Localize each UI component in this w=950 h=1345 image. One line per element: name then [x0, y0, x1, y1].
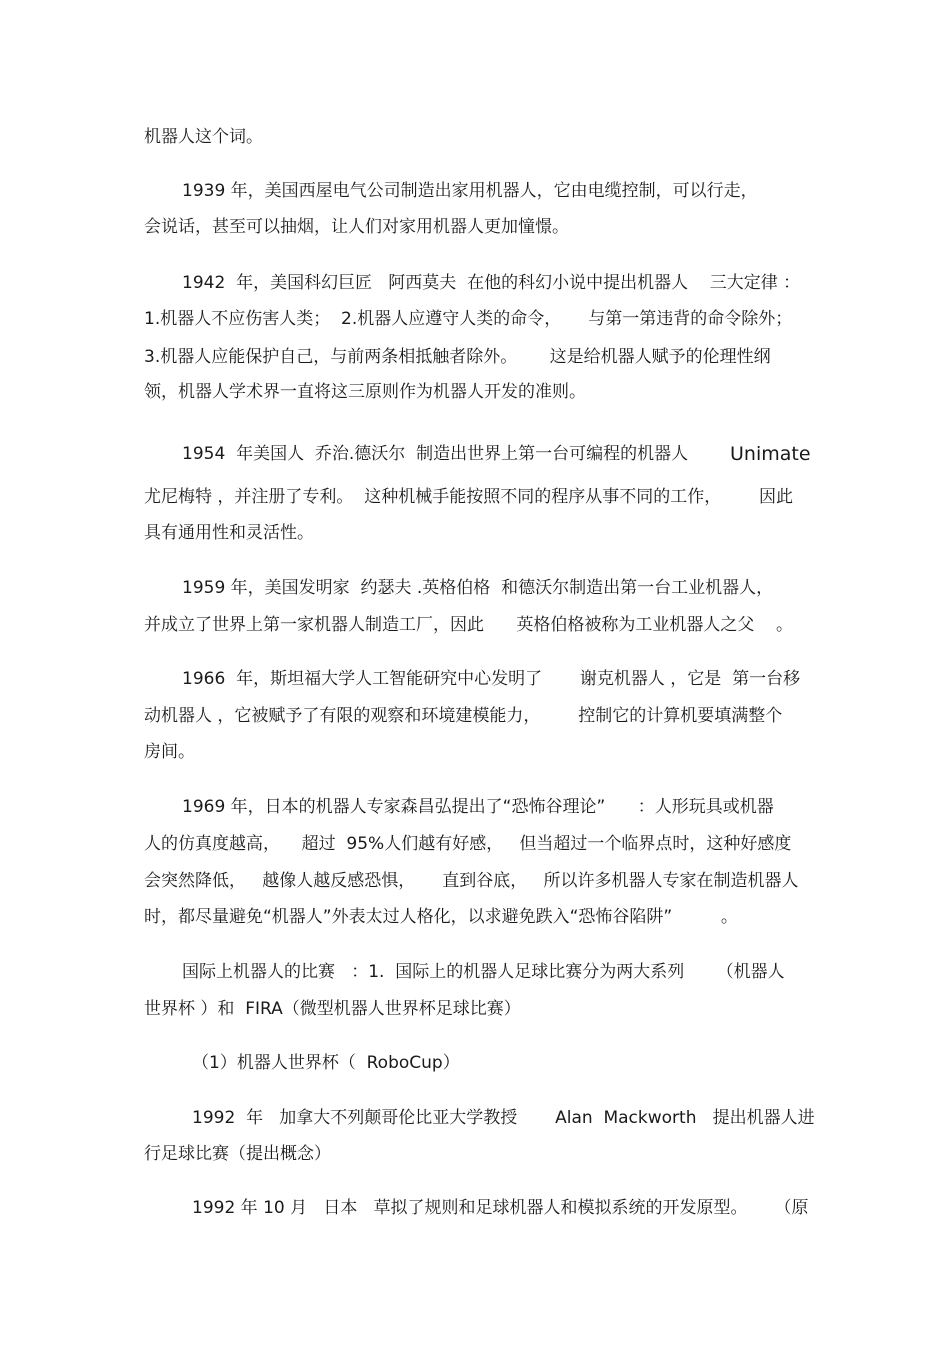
text-line: （1）机器人世界杯（ RoboCup） — [192, 1053, 460, 1073]
text-line: 时，都尽量避免“机器人”外表太过人格化，以求避免跌入“恐怖谷陷阱” 。 — [144, 907, 738, 927]
text-line: 领，机器人学术界一直将这三原则作为机器人开发的准则。 — [144, 382, 586, 402]
text-line: 动机器人 ，它被赋予了有限的观察和环境建模能力， 控制它的计算机要填满整个 — [144, 706, 783, 726]
text-line: 人的仿真度越高， 超过 95%人们越有好感， 但当超过一个临界点时，这种好感度 — [144, 834, 792, 854]
text-line: 1939 年，美国西屋电气公司制造出家用机器人，它由电缆控制，可以行走， — [182, 181, 758, 201]
text-line: 国际上机器人的比赛 ：1. 国际上的机器人足球比赛分为两大系列 （机器人 — [182, 962, 785, 982]
text-line: 会突然降低， 越像人越反感恐惧， 直到谷底， 所以许多机器人专家在制造机器人 — [144, 871, 799, 891]
text-line: 行足球比赛（提出概念） — [144, 1144, 331, 1164]
text-line: 房间。 — [144, 742, 195, 762]
text-line: 机器人这个词。 — [144, 127, 263, 147]
text-line: 世界杯 ）和 FIRA（微型机器人世界杯足球比赛） — [144, 999, 521, 1019]
text-line: 具有通用性和灵活性。 — [144, 523, 314, 543]
text-line: 1942 年，美国科幻巨匠 阿西莫夫 在他的科幻小说中提出机器人 三大定律 ： — [182, 273, 801, 293]
text-line: 尤尼梅特 ，并注册了专利。 这种机械手能按照不同的程序从事不同的工作， 因此 — [144, 487, 794, 507]
text-line: 1959 年，美国发明家 约瑟夫 .英格伯格 和德沃尔制造出第一台工业机器人， — [182, 578, 774, 598]
text-line-unimate: Unimate — [730, 443, 811, 465]
text-line: 3.机器人应能保护自己，与前两条相抵触者除外。 这是给机器人赋予的伦理性纲 — [144, 347, 771, 367]
text-line: 1966 年，斯坦福大学人工智能研究中心发明了 谢克机器人 ，它是 第一台移 — [182, 669, 801, 689]
text-line: 1992 年 10 月 日本 草拟了规则和足球机器人和模拟系统的开发原型。 （原 — [192, 1198, 809, 1218]
text-line: 1954 年美国人 乔治.德沃尔 制造出世界上第一台可编程的机器人 — [182, 444, 689, 464]
text-line: 1992 年 加拿大不列颠哥伦比亚大学教授 Alan Mackworth 提出机器人进 — [192, 1108, 815, 1128]
text-line: 会说话，甚至可以抽烟，让人们对家用机器人更加憧憬。 — [144, 217, 569, 237]
text-line: 1969 年，日本的机器人专家森昌弘提出了“恐怖谷理论” ：人形玩具或机器 — [182, 797, 774, 817]
text-line: 并成立了世界上第一家机器人制造工厂，因此 英格伯格被称为工业机器人之父 。 — [144, 615, 794, 635]
text-line: 1.机器人不应伤害人类； 2.机器人应遵守人类的命令， 与第一第违背的命令除外； — [144, 309, 793, 329]
